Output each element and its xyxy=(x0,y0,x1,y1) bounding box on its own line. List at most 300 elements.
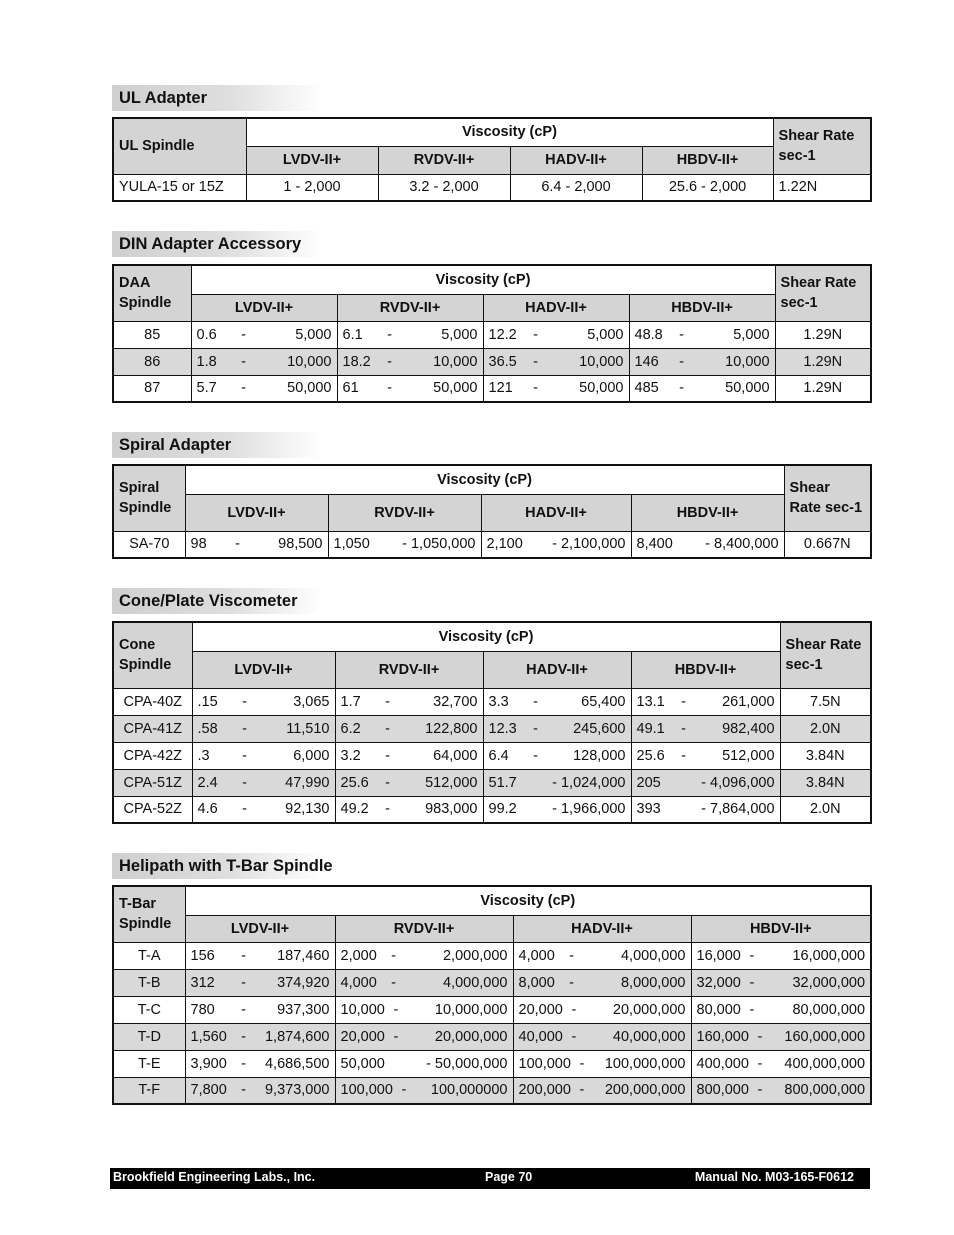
range-cell xyxy=(629,375,775,402)
range-max: 122,800 xyxy=(425,720,478,737)
range-max: 5,000 xyxy=(587,326,624,343)
range-separator: - xyxy=(235,536,240,553)
range-separator: - xyxy=(749,974,755,991)
range-min: 8,000 xyxy=(518,974,555,991)
range-min: 393 xyxy=(636,801,661,818)
range-separator: - xyxy=(533,353,538,370)
range-min: 3.3 xyxy=(488,693,509,710)
range-separator: - xyxy=(387,326,392,343)
table-row xyxy=(113,996,871,1023)
range-cell xyxy=(185,531,328,558)
range-max: 98,500 xyxy=(278,536,323,553)
range-max: 40,000,000 xyxy=(612,1028,686,1045)
spindle-header: UL Spindle xyxy=(113,118,246,174)
spindle-cell: YULA-15 or 15Z xyxy=(113,174,246,201)
range-cell xyxy=(513,1077,691,1104)
shear-cell: 2.0N xyxy=(780,715,871,742)
range-separator: - 1,024,000 xyxy=(552,774,626,791)
range-min: 0.6 xyxy=(196,326,217,343)
range-min: 485 xyxy=(634,380,659,397)
range-max: 32,700 xyxy=(433,693,478,710)
range-cell xyxy=(335,715,483,742)
range-separator: - xyxy=(385,801,390,818)
range-cell xyxy=(691,969,871,996)
range-separator: - xyxy=(241,380,246,397)
range-min: 25.6 xyxy=(636,747,665,764)
range-separator: - xyxy=(571,1001,577,1018)
range-cell xyxy=(483,375,629,402)
model-header: HBDV-II+ xyxy=(631,651,780,688)
range-separator: - xyxy=(533,693,538,710)
range-separator: - xyxy=(241,326,246,343)
range-max: 374,920 xyxy=(277,974,330,991)
range-min: 2.4 xyxy=(197,774,218,791)
range-separator: - xyxy=(681,720,686,737)
model-header: HADV-II+ xyxy=(510,146,642,174)
range-separator: - xyxy=(241,353,246,370)
shear-rate-header: Shear Rate sec-1 xyxy=(780,622,871,688)
table-row xyxy=(113,348,871,375)
range-cell xyxy=(481,531,631,558)
range-min: 3,900 xyxy=(190,1055,227,1072)
range-min: 13.1 xyxy=(636,693,665,710)
model-header: HBDV-II+ xyxy=(642,146,773,174)
spindle-cell: CPA-51Z xyxy=(113,769,192,796)
range-max: 16,000,000 xyxy=(792,947,866,964)
din-adapter-table xyxy=(112,264,872,403)
range-cell xyxy=(191,375,337,402)
range-max: 937,300 xyxy=(277,1001,330,1018)
shear-rate-header: Shear Rate sec-1 xyxy=(775,265,871,321)
range-min: 100,000 xyxy=(518,1055,571,1072)
range-separator: - xyxy=(385,720,390,737)
range-separator: - xyxy=(387,380,392,397)
spindle-header: DAA Spindle xyxy=(113,265,191,321)
table-row xyxy=(113,1023,871,1050)
range-min: 6.4 xyxy=(488,747,509,764)
range-separator: - xyxy=(241,1001,246,1018)
table-row xyxy=(113,174,871,201)
range-cell: 3.2 - 2,000 xyxy=(378,174,510,201)
range-max: 64,000 xyxy=(433,747,478,764)
range-min: 40,000 xyxy=(518,1028,563,1045)
range-min: 12.3 xyxy=(488,720,517,737)
range-separator: - 4,096,000 xyxy=(701,774,775,791)
spindle-cell: T-C xyxy=(113,996,185,1023)
range-cell xyxy=(513,1023,691,1050)
model-header: RVDV-II+ xyxy=(328,494,481,531)
range-cell xyxy=(483,769,631,796)
spindle-cell: CPA-42Z xyxy=(113,742,192,769)
range-separator: - xyxy=(387,353,392,370)
range-max: 100,000,000 xyxy=(604,1055,686,1072)
range-min: 36.5 xyxy=(488,353,517,370)
range-cell xyxy=(335,769,483,796)
range-separator: - xyxy=(679,326,684,343)
range-separator: - xyxy=(242,774,247,791)
spindle-cell: T-F xyxy=(113,1077,185,1104)
range-separator: - xyxy=(385,747,390,764)
spindle-cell: CPA-40Z xyxy=(113,688,192,715)
range-cell xyxy=(631,688,780,715)
range-separator: - xyxy=(391,947,396,964)
range-cell xyxy=(483,321,629,348)
model-header: RVDV-II+ xyxy=(337,294,483,321)
spindle-cell: 86 xyxy=(113,348,191,375)
shear-cell: 1.22N xyxy=(773,174,871,201)
range-max: 11,510 xyxy=(286,720,330,737)
range-cell xyxy=(337,321,483,348)
section-title-din-adapter: DIN Adapter Accessory xyxy=(112,231,322,257)
range-cell xyxy=(185,1077,335,1104)
range-cell xyxy=(337,348,483,375)
model-header: HADV-II+ xyxy=(483,651,631,688)
range-min: 3.2 xyxy=(340,747,361,764)
range-max: 100,000000 xyxy=(430,1082,508,1099)
range-separator: - 1,966,000 xyxy=(552,801,626,818)
range-max: 10,000 xyxy=(287,353,332,370)
range-separator: - xyxy=(749,947,755,964)
range-cell xyxy=(192,769,335,796)
range-max: 982,400 xyxy=(722,720,775,737)
shear-cell: 3.84N xyxy=(780,742,871,769)
table-row xyxy=(113,969,871,996)
range-separator: - xyxy=(749,1001,755,1018)
range-max: 10,000 xyxy=(433,353,478,370)
shear-cell: 7.5N xyxy=(780,688,871,715)
range-cell xyxy=(185,969,335,996)
model-header: RVDV-II+ xyxy=(335,915,513,942)
range-cell xyxy=(335,942,513,969)
model-header: HBDV-II+ xyxy=(691,915,871,942)
viscosity-header: Viscosity (cP) xyxy=(192,622,780,651)
range-cell: 25.6 - 2,000 xyxy=(642,174,773,201)
range-min: 205 xyxy=(636,774,661,791)
range-min: 10,000 xyxy=(340,1001,385,1018)
range-min: 7,800 xyxy=(190,1082,227,1099)
range-cell xyxy=(335,796,483,823)
footer-manual-number: Manual No. M03-165-F0612 xyxy=(694,1170,854,1184)
model-header: HBDV-II+ xyxy=(631,494,784,531)
range-cell xyxy=(192,796,335,823)
model-header: LVDV-II+ xyxy=(246,146,378,174)
range-cell xyxy=(631,531,784,558)
range-cell xyxy=(335,1050,513,1077)
range-min: 25.6 xyxy=(340,774,369,791)
range-cell xyxy=(185,1023,335,1050)
range-max: 20,000,000 xyxy=(434,1028,508,1045)
range-separator: - 7,864,000 xyxy=(701,801,775,818)
range-max: 128,000 xyxy=(573,747,626,764)
table-row xyxy=(113,1077,871,1104)
range-max: 20,000,000 xyxy=(612,1001,686,1018)
ul-adapter-table xyxy=(112,117,872,202)
spindle-cell: T-B xyxy=(113,969,185,996)
spindle-cell: CPA-52Z xyxy=(113,796,192,823)
range-separator: - xyxy=(393,1001,399,1018)
table-row xyxy=(113,531,871,558)
model-header: HADV-II+ xyxy=(483,294,629,321)
footer-company: Brookfield Engineering Labs., Inc. xyxy=(113,1170,316,1184)
spindle-cell: CPA-41Z xyxy=(113,715,192,742)
range-cell xyxy=(631,796,780,823)
range-max: 1,874,600 xyxy=(264,1028,330,1045)
range-max: 50,000 xyxy=(725,380,770,397)
section-title-cone-plate: Cone/Plate Viscometer xyxy=(112,588,322,614)
range-cell xyxy=(335,1077,513,1104)
range-min: 4,000 xyxy=(340,974,377,991)
shear-cell: 1.29N xyxy=(775,321,871,348)
range-separator: - xyxy=(533,747,538,764)
model-header: HADV-II+ xyxy=(513,915,691,942)
range-min: 50,000 xyxy=(340,1055,385,1072)
spindle-cell: SA-70 xyxy=(113,531,185,558)
spindle-cell: T-E xyxy=(113,1050,185,1077)
range-separator: - xyxy=(241,1028,246,1045)
range-max: 10,000 xyxy=(579,353,624,370)
range-min: 32,000 xyxy=(696,974,741,991)
model-header: HBDV-II+ xyxy=(629,294,775,321)
shear-cell: 1.29N xyxy=(775,348,871,375)
range-separator: - xyxy=(242,693,247,710)
range-cell xyxy=(192,715,335,742)
range-cell xyxy=(185,942,335,969)
range-separator: - xyxy=(385,693,390,710)
range-separator: - xyxy=(569,974,574,991)
range-separator: - xyxy=(533,720,538,737)
range-separator: - xyxy=(242,747,247,764)
range-cell: 1 - 2,000 xyxy=(246,174,378,201)
model-header: RVDV-II+ xyxy=(335,651,483,688)
range-min: 100,000 xyxy=(340,1082,393,1099)
range-separator: - xyxy=(681,747,686,764)
range-cell xyxy=(691,942,871,969)
range-min: 48.8 xyxy=(634,326,663,343)
range-max: 10,000,000 xyxy=(434,1001,508,1018)
shear-cell: 0.667N xyxy=(784,531,871,558)
range-max: 512,000 xyxy=(722,747,775,764)
range-min: 20,000 xyxy=(340,1028,385,1045)
table-row xyxy=(113,321,871,348)
range-max: 32,000,000 xyxy=(792,974,866,991)
model-header: LVDV-II+ xyxy=(191,294,337,321)
range-cell xyxy=(513,996,691,1023)
range-separator: - xyxy=(241,1082,246,1099)
range-separator: - xyxy=(579,1082,585,1099)
range-max: 5,000 xyxy=(295,326,332,343)
range-cell xyxy=(513,942,691,969)
range-max: 245,600 xyxy=(573,720,626,737)
range-min: 2,100 xyxy=(486,536,523,553)
page-footer xyxy=(110,1168,870,1189)
range-min: 312 xyxy=(190,974,215,991)
range-min: 780 xyxy=(190,1001,215,1018)
range-cell xyxy=(483,688,631,715)
model-header: LVDV-II+ xyxy=(192,651,335,688)
range-cell xyxy=(513,1050,691,1077)
spindle-header: Cone Spindle xyxy=(113,622,192,688)
spindle-cell: T-A xyxy=(113,942,185,969)
range-cell xyxy=(335,742,483,769)
model-header: LVDV-II+ xyxy=(185,494,328,531)
range-max: 800,000,000 xyxy=(784,1082,866,1099)
range-min: 12.2 xyxy=(488,326,517,343)
range-cell xyxy=(335,969,513,996)
cone-plate-table xyxy=(112,621,872,824)
range-cell xyxy=(691,1023,871,1050)
range-cell xyxy=(185,1050,335,1077)
range-separator: - xyxy=(679,380,684,397)
range-max: 10,000 xyxy=(725,353,770,370)
range-min: 121 xyxy=(488,380,513,397)
viscosity-header: Viscosity (cP) xyxy=(185,886,871,915)
range-max: 9,373,000 xyxy=(264,1082,330,1099)
range-max: 50,000 xyxy=(433,380,478,397)
range-separator: - xyxy=(241,1055,246,1072)
range-max: 160,000,000 xyxy=(784,1028,866,1045)
range-separator: - xyxy=(679,353,684,370)
range-min: 16,000 xyxy=(696,947,741,964)
range-min: 200,000 xyxy=(518,1082,571,1099)
range-min: 99.2 xyxy=(488,801,517,818)
range-separator: - xyxy=(579,1055,585,1072)
range-separator: - xyxy=(393,1028,399,1045)
range-cell xyxy=(629,321,775,348)
range-min: .58 xyxy=(197,720,218,737)
range-max: 80,000,000 xyxy=(792,1001,866,1018)
range-min: 8,400 xyxy=(636,536,673,553)
range-min: 2,000 xyxy=(340,947,377,964)
range-min: 1.8 xyxy=(196,353,217,370)
range-cell xyxy=(631,769,780,796)
range-cell xyxy=(513,969,691,996)
range-cell xyxy=(191,321,337,348)
range-max: 261,000 xyxy=(722,693,775,710)
range-max: 50,000 xyxy=(287,380,332,397)
range-separator: - xyxy=(401,1082,407,1099)
range-separator: - 50,000,000 xyxy=(426,1055,508,1072)
spindle-cell: 87 xyxy=(113,375,191,402)
range-min: 49.1 xyxy=(636,720,665,737)
range-separator: - xyxy=(385,774,390,791)
range-min: 61 xyxy=(342,380,359,397)
viscosity-header: Viscosity (cP) xyxy=(246,118,773,146)
range-min: .15 xyxy=(197,693,218,710)
spindle-cell: 85 xyxy=(113,321,191,348)
range-min: 1,050 xyxy=(333,536,370,553)
range-max: 4,000,000 xyxy=(442,974,508,991)
range-cell xyxy=(328,531,481,558)
helipath-table xyxy=(112,885,872,1105)
range-separator: - xyxy=(533,326,538,343)
range-cell xyxy=(192,688,335,715)
range-cell xyxy=(483,796,631,823)
range-min: 400,000 xyxy=(696,1055,749,1072)
range-max: 3,065 xyxy=(293,693,330,710)
range-separator: - xyxy=(571,1028,577,1045)
range-separator: - xyxy=(242,720,247,737)
range-separator: - xyxy=(757,1082,763,1099)
range-min: 20,000 xyxy=(518,1001,563,1018)
range-max: 8,000,000 xyxy=(620,974,686,991)
spindle-header: Spiral Spindle xyxy=(113,465,185,531)
range-min: 1,560 xyxy=(190,1028,227,1045)
table-row xyxy=(113,375,871,402)
range-separator: - 1,050,000 xyxy=(402,536,476,553)
range-cell xyxy=(335,996,513,1023)
spindle-header: T-Bar Spindle xyxy=(113,886,185,942)
range-max: 187,460 xyxy=(277,947,330,964)
range-cell xyxy=(691,1077,871,1104)
range-cell xyxy=(691,996,871,1023)
model-header: HADV-II+ xyxy=(481,494,631,531)
range-min: 18.2 xyxy=(342,353,371,370)
range-separator: - xyxy=(391,974,396,991)
range-cell xyxy=(483,348,629,375)
range-separator: - xyxy=(569,947,574,964)
range-min: 800,000 xyxy=(696,1082,749,1099)
range-separator: - xyxy=(681,693,686,710)
range-cell xyxy=(629,348,775,375)
table-row xyxy=(113,796,871,823)
range-max: 50,000 xyxy=(579,380,624,397)
range-min: 1.7 xyxy=(340,693,361,710)
range-min: 49.2 xyxy=(340,801,369,818)
range-cell xyxy=(691,1050,871,1077)
range-separator: - xyxy=(533,380,538,397)
range-min: 80,000 xyxy=(696,1001,741,1018)
table-row xyxy=(113,1050,871,1077)
range-cell xyxy=(192,742,335,769)
range-separator: - xyxy=(757,1055,763,1072)
range-separator: - xyxy=(242,801,247,818)
range-separator: - xyxy=(241,947,246,964)
range-separator: - xyxy=(241,974,246,991)
range-min: 98 xyxy=(190,536,207,553)
range-min: 5.7 xyxy=(196,380,217,397)
range-max: 512,000 xyxy=(425,774,478,791)
shear-cell: 1.29N xyxy=(775,375,871,402)
range-min: 156 xyxy=(190,947,215,964)
model-header: LVDV-II+ xyxy=(185,915,335,942)
shear-rate-header: Shear Rate sec-1 xyxy=(784,465,871,531)
range-cell xyxy=(631,715,780,742)
section-title-ul-adapter: UL Adapter xyxy=(112,85,322,111)
range-max: 4,686,500 xyxy=(264,1055,330,1072)
section-title-helipath: Helipath with T-Bar Spindle xyxy=(112,853,322,879)
spindle-cell: T-D xyxy=(113,1023,185,1050)
range-min: .3 xyxy=(197,747,210,764)
range-separator: - xyxy=(757,1028,763,1045)
range-min: 4.6 xyxy=(197,801,218,818)
viscosity-header: Viscosity (cP) xyxy=(185,465,784,494)
range-cell xyxy=(483,742,631,769)
range-max: 65,400 xyxy=(581,693,626,710)
range-max: 400,000,000 xyxy=(784,1055,866,1072)
model-header: RVDV-II+ xyxy=(378,146,510,174)
range-min: 146 xyxy=(634,353,659,370)
table-row xyxy=(113,688,871,715)
range-cell xyxy=(335,1023,513,1050)
range-min: 4,000 xyxy=(518,947,555,964)
range-max: 5,000 xyxy=(441,326,478,343)
range-min: 160,000 xyxy=(696,1028,749,1045)
range-cell: 6.4 - 2,000 xyxy=(510,174,642,201)
range-cell xyxy=(335,688,483,715)
range-cell xyxy=(631,742,780,769)
range-separator: - 8,400,000 xyxy=(705,536,779,553)
footer-page-number: Page 70 xyxy=(485,1170,533,1184)
